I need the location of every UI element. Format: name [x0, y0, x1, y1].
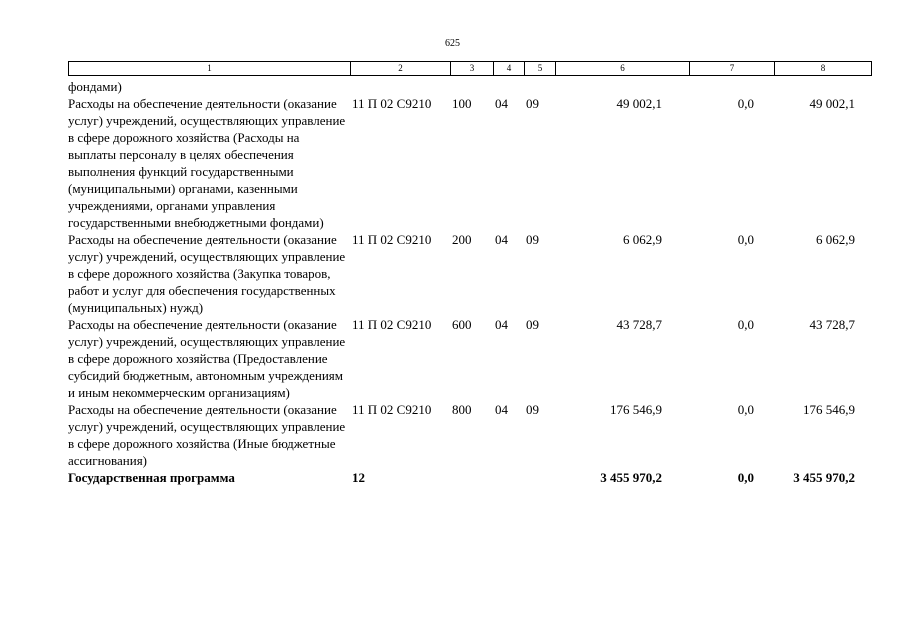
row-name: Расходы на обеспечение деятельности (оказание услуг) учреждений, осуществляющих управление в сфере дорожного хозяйства (Предоставление субсидий бюджетным, автономным учреждениям и иным некоммерческим организациям) [68, 317, 346, 400]
row-vr: 100 [452, 96, 472, 111]
row-code: 11 П 02 С9210 [352, 317, 432, 332]
row-pr: 09 [526, 402, 539, 417]
continuation-text: фондами) [68, 79, 122, 94]
row-code: 11 П 02 С9210 [352, 96, 432, 111]
row-change: 0,0 [737, 402, 754, 417]
page-number: 625 [445, 38, 460, 49]
row-change: 0,0 [737, 232, 754, 247]
program-sum: 3 455 970,2 [600, 470, 662, 485]
row-change: 0,0 [737, 96, 754, 111]
row-code: 11 П 02 С9210 [352, 232, 432, 247]
column-number-7: 7 [690, 62, 775, 76]
row-sum: 49 002,1 [616, 96, 662, 111]
row-rz: 04 [495, 317, 508, 332]
continuation-row [68, 78, 855, 95]
column-number-6: 6 [556, 62, 690, 76]
row-total: 176 546,9 [803, 402, 855, 417]
row-rz: 04 [495, 402, 508, 417]
program-row [68, 469, 855, 486]
program-total: 3 455 970,2 [793, 470, 855, 485]
row-sum: 176 546,9 [610, 402, 662, 417]
row-name: Расходы на обеспечение деятельности (оказание услуг) учреждений, осуществляющих управление в сфере дорожного хозяйства (Расходы на выплаты персоналу в целях обеспечения выполнения функций государственными (муниципальными) органами, казенными учреждениями, органами управления государственными внебюджетными фондами) [68, 96, 346, 230]
row-pr: 09 [526, 232, 539, 247]
row-rz: 04 [495, 96, 508, 111]
row-name: Расходы на обеспечение деятельности (оказание услуг) учреждений, осуществляющих управление в сфере дорожного хозяйства (Иные бюджетные ассигнования) [68, 402, 346, 468]
column-number-8: 8 [775, 62, 872, 76]
row-code: 11 П 02 С9210 [352, 402, 432, 417]
row-vr: 600 [452, 317, 472, 332]
row-vr: 200 [452, 232, 472, 247]
row-change: 0,0 [737, 317, 754, 332]
column-header-row [69, 62, 872, 76]
row-total: 49 002,1 [809, 96, 855, 111]
column-number-5: 5 [525, 62, 556, 76]
column-number-1: 1 [69, 62, 351, 76]
row-sum: 6 062,9 [623, 232, 662, 247]
column-number-2: 2 [351, 62, 451, 76]
row-name: Расходы на обеспечение деятельности (оказание услуг) учреждений, осуществляющих управление в сфере дорожного хозяйства (Закупка товаров, работ и услуг для обеспечения государственных (муниципальных) нужд) [68, 232, 346, 315]
row-rz: 04 [495, 232, 508, 247]
row-vr: 800 [452, 402, 472, 417]
row-pr: 09 [526, 96, 539, 111]
row-total: 6 062,9 [816, 232, 855, 247]
column-number-3: 3 [451, 62, 494, 76]
program-code: 12 [352, 470, 365, 485]
column-header-table [68, 61, 872, 76]
row-total: 43 728,7 [809, 317, 855, 332]
table-row [68, 231, 855, 316]
table-body [68, 78, 855, 486]
column-number-4: 4 [494, 62, 525, 76]
row-pr: 09 [526, 317, 539, 332]
table-row [68, 401, 855, 469]
program-name: Государственная программа [68, 470, 235, 485]
row-sum: 43 728,7 [616, 317, 662, 332]
table-row [68, 316, 855, 401]
table-row [68, 95, 855, 231]
program-change: 0,0 [737, 470, 754, 485]
